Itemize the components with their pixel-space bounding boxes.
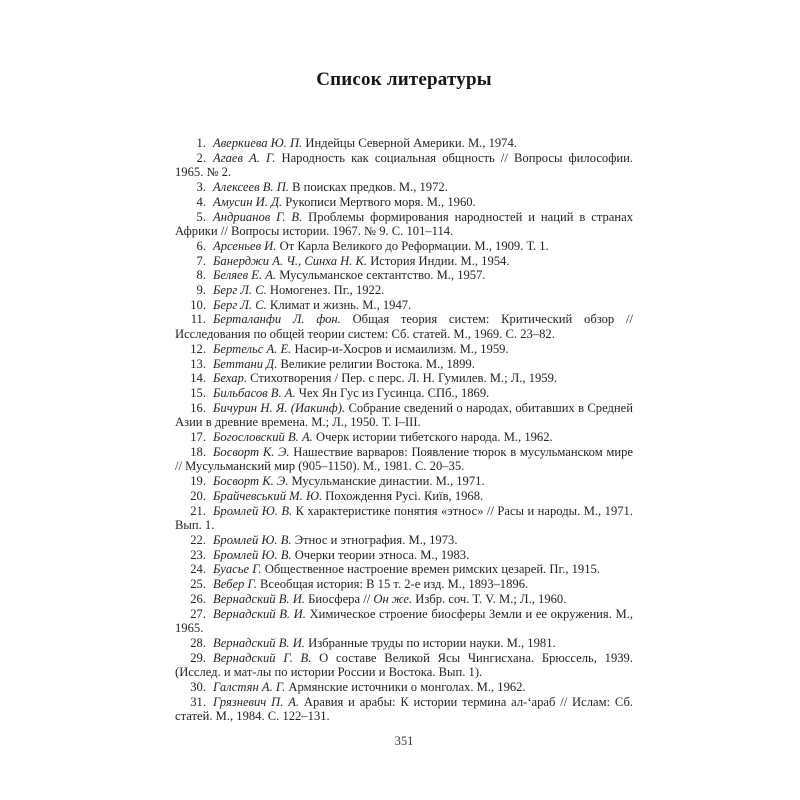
entry-author: Бромлей Ю. В. xyxy=(213,532,292,547)
entry-title-text: Химическое строение биосферы Земли и ее окружения. М., 1965. xyxy=(175,606,633,636)
entry-author: Вернадский Г. В. xyxy=(213,650,312,665)
entry-author: Бромлей Ю. В. xyxy=(213,547,292,562)
entry-number: 29. xyxy=(190,650,206,665)
entry-author: Босворт К. Э. xyxy=(213,444,290,459)
entry-text xyxy=(213,636,556,650)
entry-title-text: Стихотворения / Пер. с перс. Л. Н. Гумилев. М.; Л., 1959. xyxy=(247,371,558,386)
entry-title-text: Проблемы формирования народностей и наций в странах Африки // Вопросы истории. 1967. № 9. С. 101–114. xyxy=(175,209,634,239)
entry-title-text: Нашествие варваров: Появление тюрок в мусульманском мире // Мусульманский мир (905–1150). М., 1981. С. 20–35. xyxy=(175,444,633,474)
entry-author: Берталанфи Л. фон. xyxy=(213,312,341,327)
bibliography-entry xyxy=(175,180,633,195)
entry-number: 28. xyxy=(190,635,206,650)
entry-author: Берг Л. С. xyxy=(213,297,267,312)
entry-text xyxy=(175,210,633,239)
entry-title-text: Народность как социальная общность // Вопросы философии. 1965. № 2. xyxy=(175,150,633,180)
entry-number: 9. xyxy=(196,283,206,298)
page-content xyxy=(175,0,633,749)
entry-text xyxy=(213,283,384,297)
bibliography-entry xyxy=(175,651,633,680)
entry-author: Босворт К. Э. xyxy=(213,474,289,489)
entry-text xyxy=(175,401,633,430)
bibliography-entry xyxy=(175,680,633,695)
entry-title-text: Избранные труды по истории науки. М., 1981. xyxy=(304,635,556,650)
entry-author: Галстян А. Г. xyxy=(213,680,286,695)
entry-title-text: История Индии. М., 1954. xyxy=(367,253,510,268)
entry-number: 25. xyxy=(190,577,206,592)
entry-text xyxy=(213,136,517,150)
entry-number: 2. xyxy=(196,150,206,165)
entry-number: 30. xyxy=(190,680,206,695)
entry-text xyxy=(213,577,528,591)
entry-author: Берг Л. С. xyxy=(213,283,267,298)
entry-text xyxy=(213,562,600,576)
bibliography-list xyxy=(175,136,633,724)
entry-author: Бертельс А. Е. xyxy=(213,341,292,356)
entry-author: Бромлей Ю. В. xyxy=(213,503,293,518)
entry-author: Он же. xyxy=(373,591,413,606)
bibliography-entry xyxy=(175,151,633,180)
entry-number: 13. xyxy=(190,356,206,371)
entry-text xyxy=(213,430,553,444)
entry-text xyxy=(175,151,633,180)
entry-author: Амусин И. Д. xyxy=(213,194,283,209)
bibliography-entry xyxy=(175,504,633,533)
entry-author: Вернадский В. И. xyxy=(213,606,306,621)
entry-title-text: Чех Ян Гус из Гусинца. СПб., 1869. xyxy=(295,385,490,400)
bibliography-entry xyxy=(175,533,633,548)
bibliography-entry xyxy=(175,607,633,636)
entry-author: Бехар. xyxy=(213,371,248,386)
entry-title-text: Номогенез. Пг., 1922. xyxy=(266,283,385,298)
entry-text xyxy=(213,474,485,488)
entry-text xyxy=(213,371,557,385)
entry-number: 21. xyxy=(190,503,206,518)
bibliography-entry xyxy=(175,562,633,577)
entry-text xyxy=(213,195,476,209)
entry-author: Вернадский В. И. xyxy=(213,635,305,650)
entry-number: 31. xyxy=(190,694,206,709)
entry-author: Бичурин Н. Я. (Иакинф). xyxy=(213,400,346,415)
entry-text xyxy=(175,312,633,341)
entry-text xyxy=(213,254,510,268)
entry-number: 5. xyxy=(196,209,206,224)
entry-number: 23. xyxy=(190,547,206,562)
entry-text xyxy=(175,445,633,474)
entry-title-text: Биосфера // xyxy=(304,591,374,606)
entry-title-text: Индейцы Северной Америки. М., 1974. xyxy=(302,136,517,150)
entry-number: 19. xyxy=(190,474,206,489)
entry-title-text: Очерки теории этноса. М., 1983. xyxy=(291,547,470,562)
entry-number: 10. xyxy=(190,297,206,312)
bibliography-entry xyxy=(175,386,633,401)
entry-number: 18. xyxy=(190,444,206,459)
entry-title-text: От Карла Великого до Реформации. М., 1909. Т. 1. xyxy=(276,238,549,253)
bibliography-entry xyxy=(175,312,633,341)
entry-text xyxy=(175,651,633,680)
entry-text xyxy=(213,592,566,606)
entry-author: Банерджи А. Ч., Синха Н. К. xyxy=(213,253,368,268)
entry-number: 7. xyxy=(196,253,206,268)
entry-number: 4. xyxy=(196,194,206,209)
entry-number: 22. xyxy=(190,532,206,547)
bibliography-entry xyxy=(175,136,633,151)
bibliography-entry xyxy=(175,548,633,563)
entry-number: 26. xyxy=(190,591,206,606)
entry-title-text: Великие религии Востока. М., 1899. xyxy=(277,356,475,371)
entry-text xyxy=(213,180,448,194)
entry-number: 1. xyxy=(196,136,206,150)
entry-text xyxy=(213,342,509,356)
entry-text xyxy=(213,239,549,253)
bibliography-entry xyxy=(175,577,633,592)
bibliography-entry xyxy=(175,283,633,298)
bibliography-entry xyxy=(175,357,633,372)
entry-text xyxy=(213,298,411,312)
bibliography-entry xyxy=(175,401,633,430)
entry-number: 14. xyxy=(190,371,206,386)
entry-title-text: В поисках предков. М., 1972. xyxy=(288,180,448,195)
entry-author: Вебер Г. xyxy=(213,577,257,592)
bibliography-entry xyxy=(175,268,633,283)
entry-author: Аверкиева Ю. П. xyxy=(213,136,303,150)
entry-text xyxy=(213,386,489,400)
entry-author: Буасье Г. xyxy=(213,562,262,577)
entry-title-text: Всеобщая история: В 15 т. 2-е изд. М., 1893–1896. xyxy=(256,577,529,592)
entry-number: 20. xyxy=(190,488,206,503)
bibliography-entry xyxy=(175,298,633,313)
entry-number: 12. xyxy=(190,341,206,356)
entry-text xyxy=(213,357,475,371)
bibliography-entry xyxy=(175,489,633,504)
entry-number: 16. xyxy=(190,400,206,415)
entry-number: 3. xyxy=(196,180,206,195)
bibliography-entry xyxy=(175,636,633,651)
entry-number: 11. xyxy=(190,312,206,327)
bibliography-entry xyxy=(175,371,633,386)
entry-number: 27. xyxy=(190,606,206,621)
bibliography-entry xyxy=(175,342,633,357)
page-number: 351 xyxy=(394,734,414,749)
entry-title-text: Насир-и-Хосров и исмаилизм. М., 1959. xyxy=(291,341,509,356)
entry-title-text: Мусульманское сектантство. М., 1957. xyxy=(276,268,486,283)
entry-author: Арсеньев И. xyxy=(213,238,277,253)
bibliography-entry xyxy=(175,592,633,607)
entry-title-text: Общая теория систем: Критический обзор // Исследования по общей теории систем: Сб. статей. М., 1969. С. 23–82. xyxy=(175,312,633,342)
entry-text xyxy=(213,533,457,547)
entry-title-text: О составе Великой Ясы Чингисхана. Брюссель, 1939. (Исслед. и мат-лы по истории России и Востока. Вып. 1). xyxy=(175,650,633,680)
bibliography-entry xyxy=(175,254,633,269)
entry-author: Бильбасов В. А. xyxy=(213,385,296,400)
entry-title-text: Избр. соч. Т. V. М.; Л., 1960. xyxy=(412,591,567,606)
bibliography-entry xyxy=(175,430,633,445)
bibliography-entry xyxy=(175,695,633,724)
bibliography-entry xyxy=(175,195,633,210)
entry-text xyxy=(213,268,486,282)
entry-number: 8. xyxy=(196,268,206,283)
entry-text xyxy=(213,680,526,694)
bibliography-entry xyxy=(175,474,633,489)
entry-title-text: К характеристике понятия «этнос» // Расы и народы. М., 1971. Вып. 1. xyxy=(175,503,634,533)
entry-title-text: Очерк истории тибетского народа. М., 1962. xyxy=(312,430,553,445)
entry-author: Андрианов Г. В. xyxy=(213,209,303,224)
entry-author: Богословский В. А. xyxy=(213,430,313,445)
entry-text xyxy=(213,548,469,562)
entry-number: 15. xyxy=(190,385,206,400)
entry-title-text: Рукописи Мертвого моря. М., 1960. xyxy=(282,194,476,209)
entry-number: 24. xyxy=(190,562,206,577)
entry-title-text: Армянские источники о монголах. М., 1962. xyxy=(285,680,526,695)
entry-title-text: Похождення Русі. Київ, 1968. xyxy=(322,488,484,503)
entry-title-text: Аравия и арабы: К истории термина ал-‘араб // Ислам: Сб. статей. М., 1984. С. 122–131. xyxy=(175,694,633,724)
entry-number: 17. xyxy=(190,430,206,445)
entry-text xyxy=(213,489,483,503)
entry-author: Агаев А. Г. xyxy=(213,150,276,165)
entry-title-text: Этнос и этнография. М., 1973. xyxy=(291,532,458,547)
entry-author: Вернадский В. И. xyxy=(213,591,305,606)
entry-text xyxy=(175,695,633,724)
entry-author: Грязневич П. А. xyxy=(213,694,300,709)
entry-author: Беттани Д. xyxy=(213,356,278,371)
entry-text xyxy=(175,504,633,533)
bibliography-entry xyxy=(175,210,633,239)
entry-author: Беляев Е. А. xyxy=(213,268,277,283)
entry-text xyxy=(175,607,633,636)
entry-title-text: Мусульманские династии. М., 1971. xyxy=(288,474,485,489)
bibliography-entry xyxy=(175,239,633,254)
entry-title-text: Общественное настроение времен римских цезарей. Пг., 1915. xyxy=(261,562,600,577)
entry-author: Брайчевський М. Ю. xyxy=(213,488,323,503)
entry-author: Алексеев В. П. xyxy=(213,180,289,195)
entry-title-text: Собрание сведений о народах, обитавших в Средней Азии в древние времена. М.; Л., 1950. Т. I–III. xyxy=(175,400,634,430)
bibliography-entry xyxy=(175,445,633,474)
page-title: Список литературы xyxy=(316,69,492,90)
entry-number: 6. xyxy=(196,238,206,253)
entry-title-text: Климат и жизнь. М., 1947. xyxy=(266,297,412,312)
